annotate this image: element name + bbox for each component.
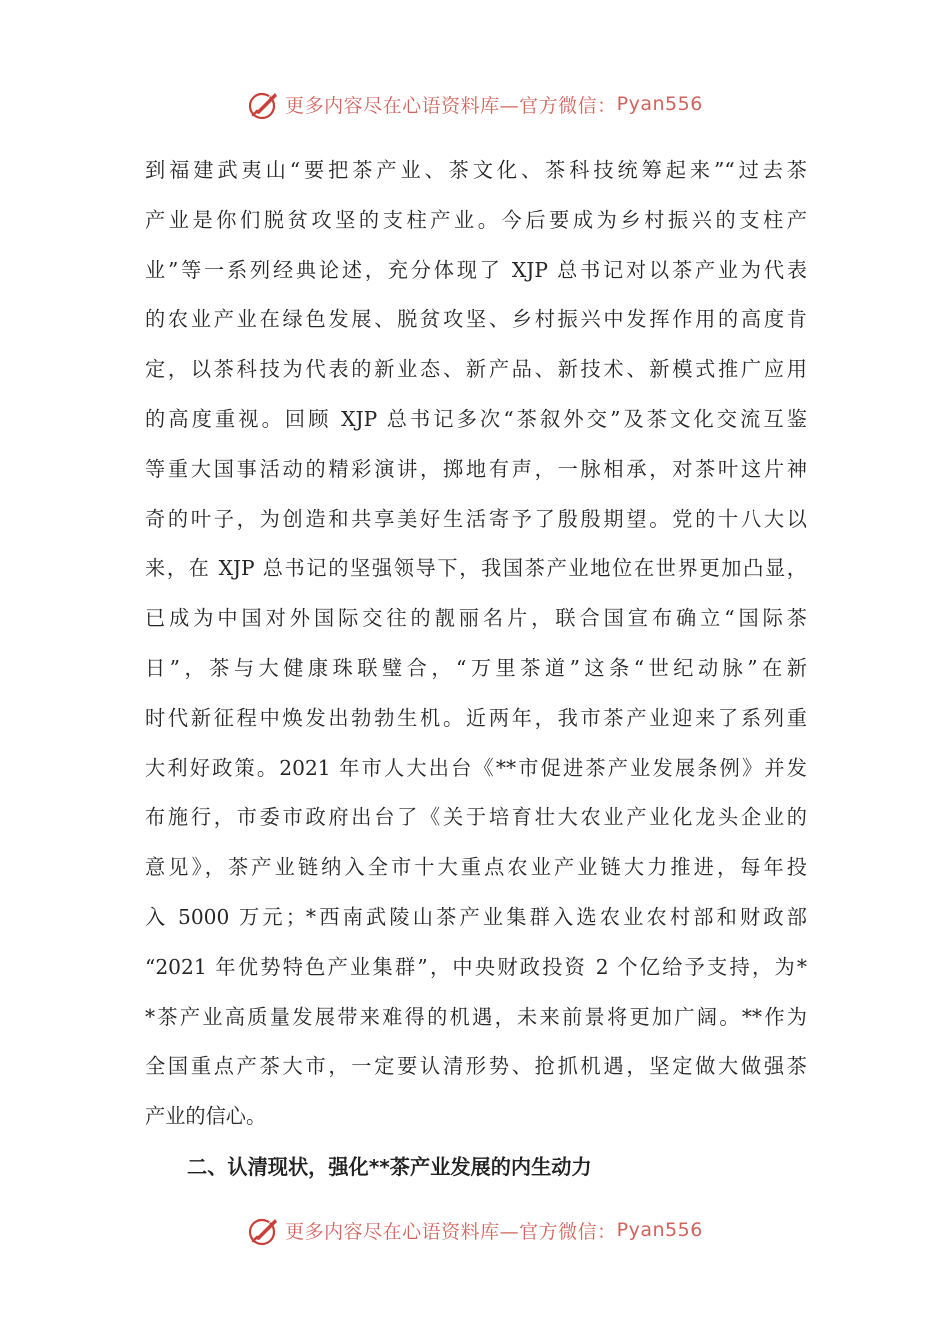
paragraph-line: 到福建武夷山“要把茶产业、茶文化、茶科技统筹起来”“过去茶 bbox=[145, 158, 807, 182]
banner-wechat-id: Pyan556 bbox=[616, 1219, 703, 1241]
paragraph-line: 产业是你们脱贫攻坚的支柱产业。今后要成为乡村振兴的支柱产 bbox=[145, 207, 807, 232]
paragraph-line: 日”，茶与大健康珠联璧合，“万里茶道”这条“世纪动脉”在新 bbox=[145, 655, 807, 680]
paragraph-line: 定，以茶科技为代表的新业态、新产品、新技术、新模式推广应用 bbox=[145, 357, 807, 382]
footer-watermark-banner bbox=[0, 1210, 950, 1250]
paragraph-line: 产业的信心。 bbox=[145, 1104, 267, 1129]
header-watermark-banner bbox=[0, 84, 950, 124]
paragraph-line: 的农业产业在绿色发展、脱贫攻坚、乡村振兴中发挥作用的高度肯 bbox=[145, 307, 807, 332]
banner-text: 更多内容尽在心语资料库—官方微信： bbox=[285, 1220, 617, 1243]
banner-wechat-id: Pyan556 bbox=[616, 93, 703, 115]
quill-logo-icon bbox=[247, 1213, 281, 1247]
paragraph-line: 奇的叶子，为创造和共享美好生活寄予了殷殷期望。党的十八大以 bbox=[145, 506, 807, 531]
paragraph-line: 业”等一系列经典论述，充分体现了 XJP 总书记对以茶产业为代表 bbox=[145, 257, 807, 282]
paragraph-line: 等重大国事活动的精彩演讲，掷地有声，一脉相承，对茶叶这片神 bbox=[145, 456, 807, 481]
paragraph-line: “2021 年优势特色产业集群”，中央财政投资 2 个亿给予支持，为* bbox=[145, 954, 807, 979]
paragraph-line: 时代新征程中焕发出勃勃生机。近两年，我市茶产业迎来了系列重 bbox=[145, 705, 807, 730]
quill-logo-icon bbox=[247, 87, 281, 121]
paragraph-line: 全国重点产茶大市，一定要认清形势、抢抓机遇，坚定做大做强茶 bbox=[145, 1054, 807, 1079]
paragraph-line: 布施行，市委市政府出台了《关于培育壮大农业产业化龙头企业的 bbox=[145, 805, 807, 830]
paragraph-line: 意见》，茶产业链纳入全市十大重点农业产业链大力推进，每年投 bbox=[145, 855, 807, 880]
section-heading: 二、认清现状，强化**茶产业发展的内生动力 bbox=[187, 1155, 592, 1179]
paragraph-line: 已成为中国对外国际交往的靓丽名片，联合国宣布确立“国际茶 bbox=[145, 606, 807, 631]
paragraph-line: 入 5000 万元；*西南武陵山茶产业集群入选农业农村部和财政部 bbox=[145, 904, 807, 929]
paragraph-line: 来，在 XJP 总书记的坚强领导下，我国茶产业地位在世界更加凸显， bbox=[145, 556, 807, 581]
banner-text: 更多内容尽在心语资料库—官方微信： bbox=[285, 94, 617, 117]
document-body bbox=[145, 146, 807, 1142]
paragraph-line: *茶产业高质量发展带来难得的机遇，未来前景将更加广阔。**作为 bbox=[145, 1004, 807, 1029]
paragraph-line: 大利好政策。2021 年市人大出台《**市促进茶产业发展条例》并发 bbox=[145, 755, 807, 780]
paragraph-line: 的高度重视。回顾 XJP 总书记多次“茶叙外交”及茶文化交流互鉴 bbox=[145, 406, 807, 431]
